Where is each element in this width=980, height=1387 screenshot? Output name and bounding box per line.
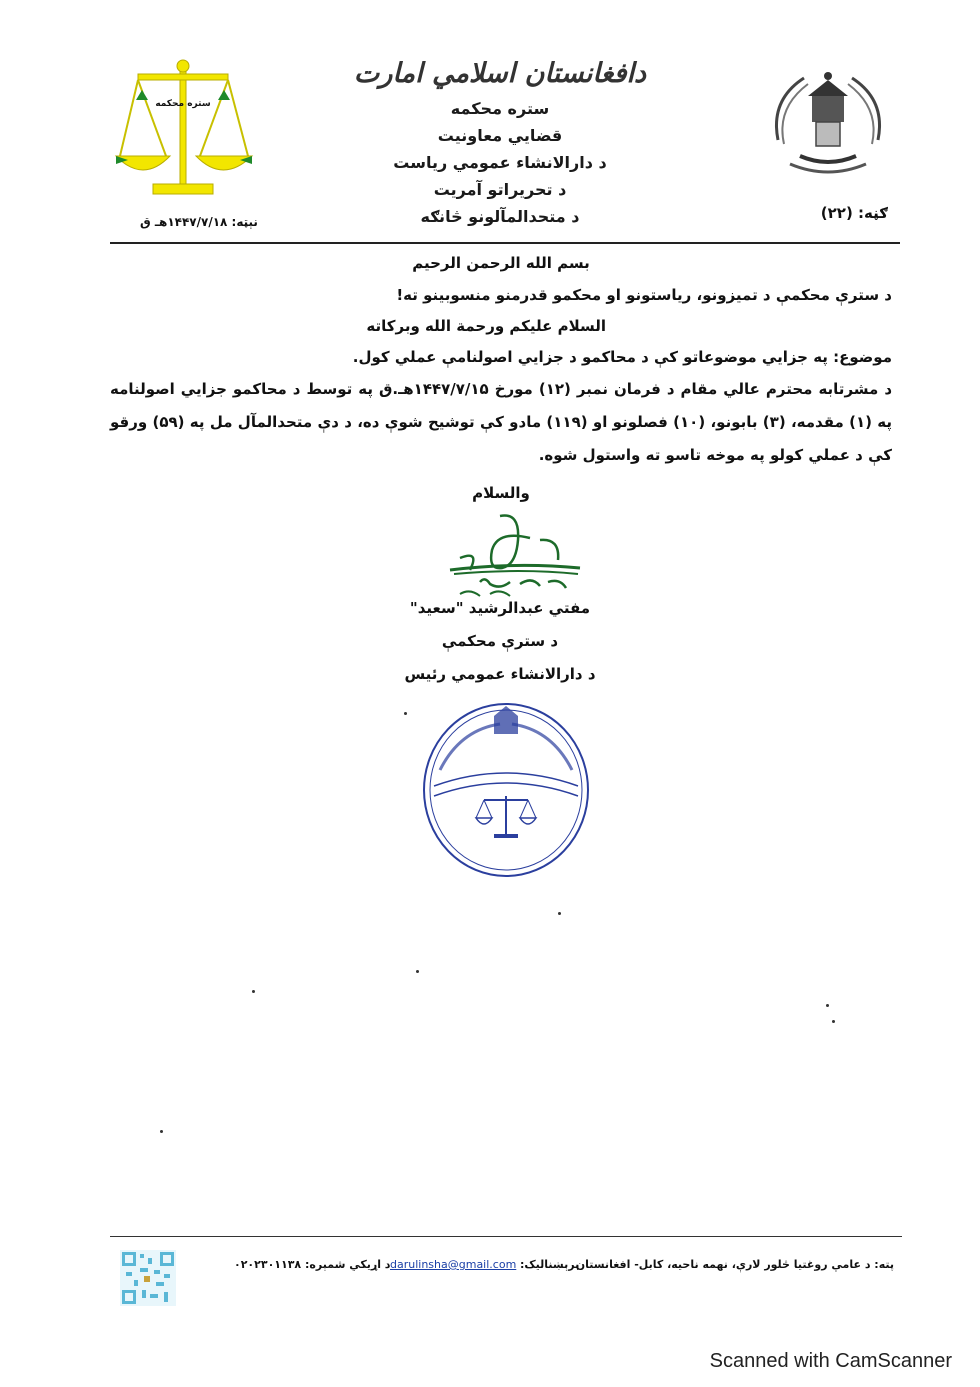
footer-divider bbox=[110, 1236, 902, 1237]
letterhead-line-2: قضايي معاونيت bbox=[437, 126, 563, 145]
footer-email-link[interactable]: darulinsha@gmail.com bbox=[390, 1258, 517, 1271]
letterhead-line-5: د متحدالمآلونو څانګه bbox=[420, 207, 580, 226]
signatory-name: مفتي عبدالرشيد "سعيد" bbox=[409, 599, 591, 617]
closing-salutation: والسلام bbox=[472, 484, 530, 502]
qr-code-icon[interactable] bbox=[120, 1250, 176, 1306]
scales-of-justice-logo bbox=[108, 56, 258, 206]
scan-speck bbox=[160, 1130, 163, 1133]
handwritten-signature bbox=[440, 510, 590, 600]
signatory-title: د دارالانشاء عمومي رئيس bbox=[404, 665, 596, 683]
signatory-block bbox=[380, 592, 620, 691]
footer-phone: د اړيکي شمېره: ۰۲۰۲۳۰۱۱۳۸ bbox=[234, 1258, 391, 1271]
scan-speck bbox=[826, 1004, 829, 1007]
emblem-left-text: ستره محکمه bbox=[155, 99, 211, 109]
recipient-line: د سترې محکمې د تميزونو، رياستونو او محکمو قدرمنو منسوبينو ته! bbox=[396, 286, 892, 304]
footer-email-label: برېښناليک: bbox=[520, 1258, 580, 1271]
greeting-line: السلام عليکم ورحمة الله وبرکاته bbox=[366, 317, 606, 335]
letterhead bbox=[330, 58, 670, 230]
scan-speck bbox=[416, 970, 419, 973]
scan-speck bbox=[404, 712, 407, 715]
letterhead-title: دافغانستان اسلامي امارت bbox=[353, 58, 647, 89]
letter-body bbox=[110, 252, 892, 502]
footer-address: پته: د عامې روغتيا څلور لارې، نهمه ناحيه، کابل- افغانستان bbox=[575, 1258, 894, 1271]
scan-speck bbox=[832, 1020, 835, 1023]
official-stamp bbox=[420, 700, 592, 880]
header-divider bbox=[110, 242, 900, 244]
letterhead-line-4: د تحريراتو آمريت bbox=[433, 180, 567, 199]
letterhead-line-3: د دارالانشاء عمومي رياست bbox=[393, 153, 607, 172]
main-paragraph: د مشرتابه محترم عالي مقام د فرمان نمبر (۱۲) مورخ ۱۴۴۷/۷/۱۵هـ.ق په توسط د محاکمو جزايي اصولنامه په (۱) مقدمه، (۳) بابونو، (۱۰) فصلونو او (۱۱۹) مادو کې توشيح شوې ده، د دې متحدالمآل مل په (۵۹) ورقو کې د عملي کولو په موخه تاسو ته واستول شوه. bbox=[110, 380, 893, 464]
scanner-watermark: Scanned with CamScanner bbox=[709, 1350, 952, 1372]
scan-speck bbox=[558, 912, 561, 915]
letter-date: نېټه: ۱۴۴۷/۷/۱۸هـ ق bbox=[140, 215, 258, 229]
signatory-org: د سترې محکمې bbox=[441, 632, 559, 650]
bismillah: بسم الله الرحمن الرحيم bbox=[412, 254, 590, 272]
scan-speck bbox=[252, 990, 255, 993]
letterhead-line-1: ستره محکمه bbox=[450, 99, 550, 118]
subject-line: موضوع: په جزايي موضوعاتو کې د محاکمو د جزايي اصولنامې عملي کول. bbox=[352, 348, 892, 366]
islamic-emirate-emblem bbox=[764, 60, 892, 188]
letter-number: ګڼه: (۲۲) bbox=[820, 204, 888, 222]
